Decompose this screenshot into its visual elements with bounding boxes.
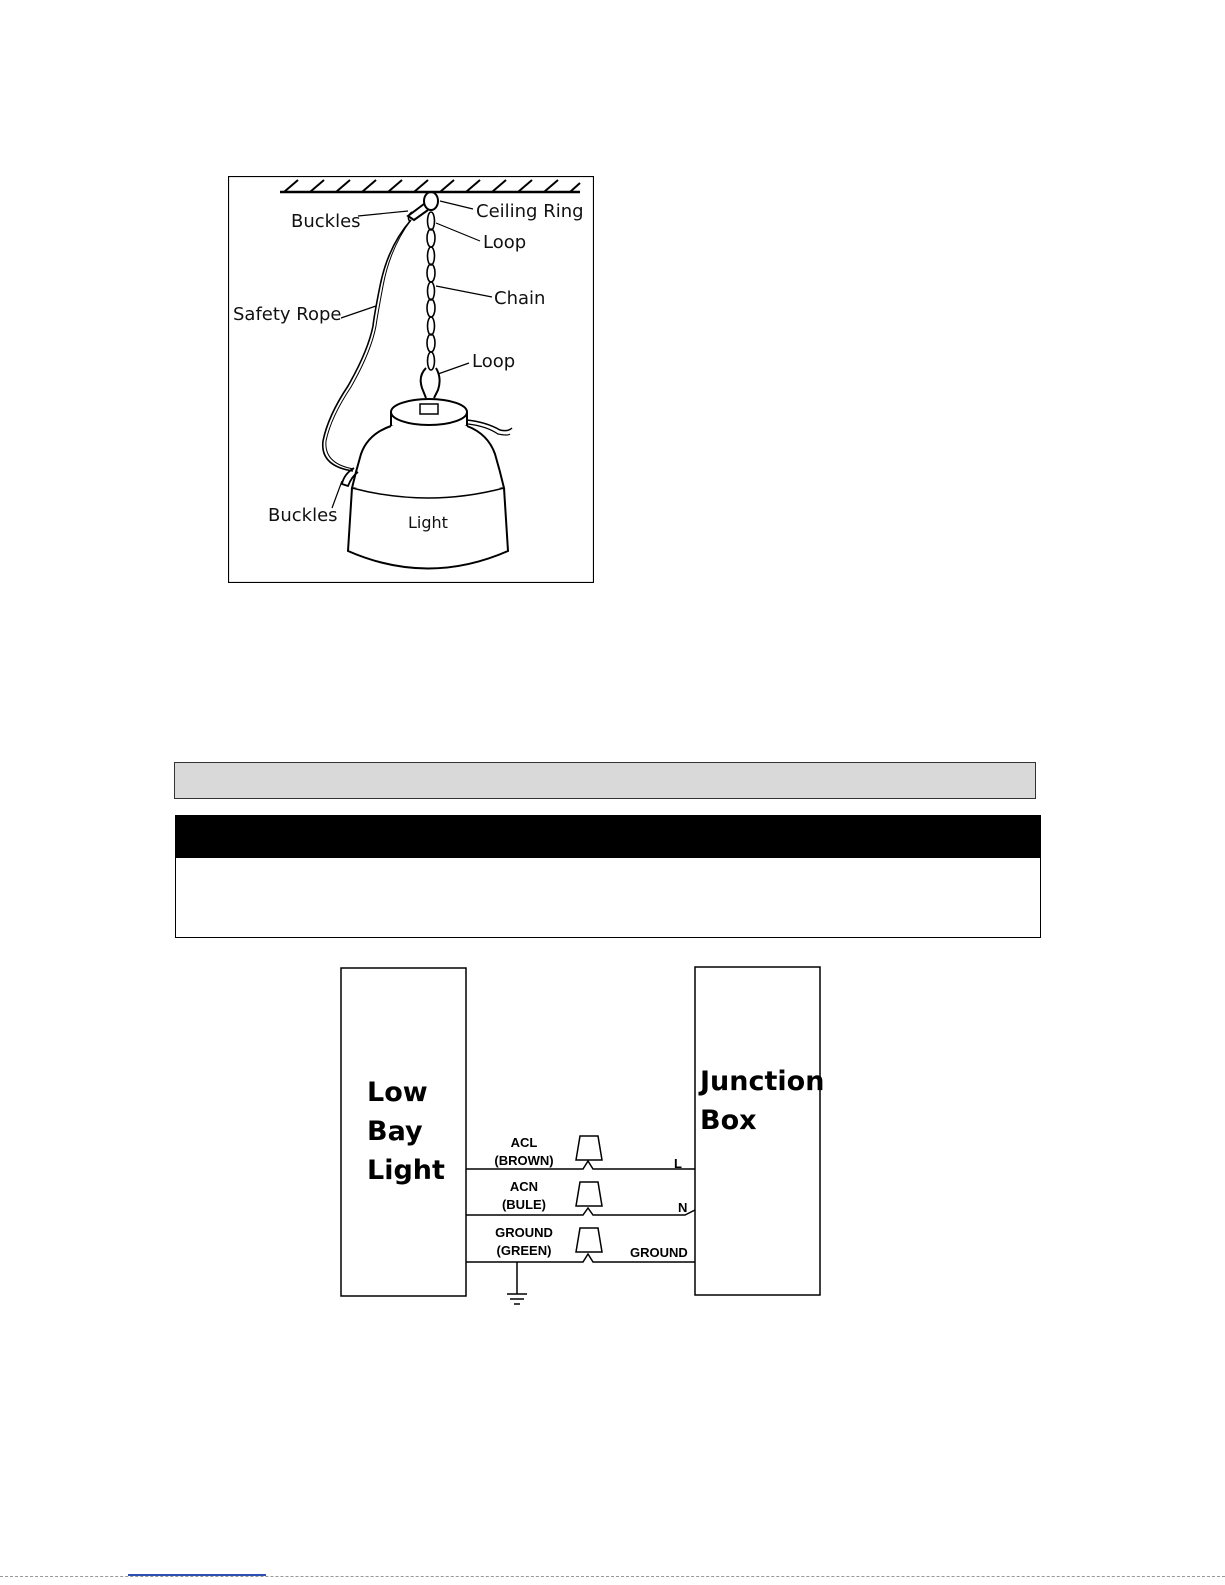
ground-color: (GREEN) bbox=[496, 1243, 552, 1258]
ground-name: GROUND bbox=[495, 1225, 553, 1240]
warning-header bbox=[176, 816, 1040, 858]
wire-nut-n bbox=[576, 1182, 602, 1206]
chain-label: Chain bbox=[494, 288, 546, 309]
terminal-l-label: L bbox=[674, 1156, 682, 1171]
junction-line2: Box bbox=[700, 1105, 757, 1136]
wire-ground-label bbox=[482, 1224, 566, 1260]
low-bay-line3: Light bbox=[367, 1155, 445, 1186]
terminal-n-label: N bbox=[678, 1200, 688, 1215]
wiring-diagram bbox=[330, 960, 830, 1320]
warning-box bbox=[175, 815, 1041, 938]
wire-nut-ground bbox=[576, 1228, 602, 1252]
acl-color: (BROWN) bbox=[494, 1153, 554, 1168]
section-header-bar bbox=[174, 762, 1036, 799]
loop-bottom-label: Loop bbox=[472, 351, 516, 372]
acn-color: (BULE) bbox=[501, 1197, 547, 1212]
light-label: Light bbox=[408, 513, 448, 532]
footer-divider bbox=[0, 1576, 1225, 1577]
junction-box-title bbox=[700, 1062, 824, 1140]
low-bay-line2: Bay bbox=[367, 1116, 423, 1147]
junction-line1: Junction bbox=[700, 1066, 825, 1097]
terminal-ground-label: GROUND bbox=[630, 1245, 688, 1260]
buckles-bottom-label: Buckles bbox=[268, 505, 338, 526]
ceiling-ring-label: Ceiling Ring bbox=[476, 201, 584, 222]
wire-acn-label bbox=[488, 1178, 560, 1214]
acl-name: ACL bbox=[510, 1135, 538, 1150]
loop-top-label: Loop bbox=[483, 232, 527, 253]
low-bay-light-title bbox=[367, 1073, 445, 1190]
wire-nut-l bbox=[576, 1136, 602, 1160]
buckles-top-label: Buckles bbox=[291, 211, 361, 232]
low-bay-line1: Low bbox=[367, 1077, 428, 1108]
footer-link-underline bbox=[128, 1574, 266, 1576]
acn-name: ACN bbox=[509, 1179, 539, 1194]
hanging-diagram bbox=[228, 176, 594, 583]
wire-acl-label bbox=[488, 1134, 560, 1170]
safety-rope-label: Safety Rope bbox=[233, 304, 342, 325]
